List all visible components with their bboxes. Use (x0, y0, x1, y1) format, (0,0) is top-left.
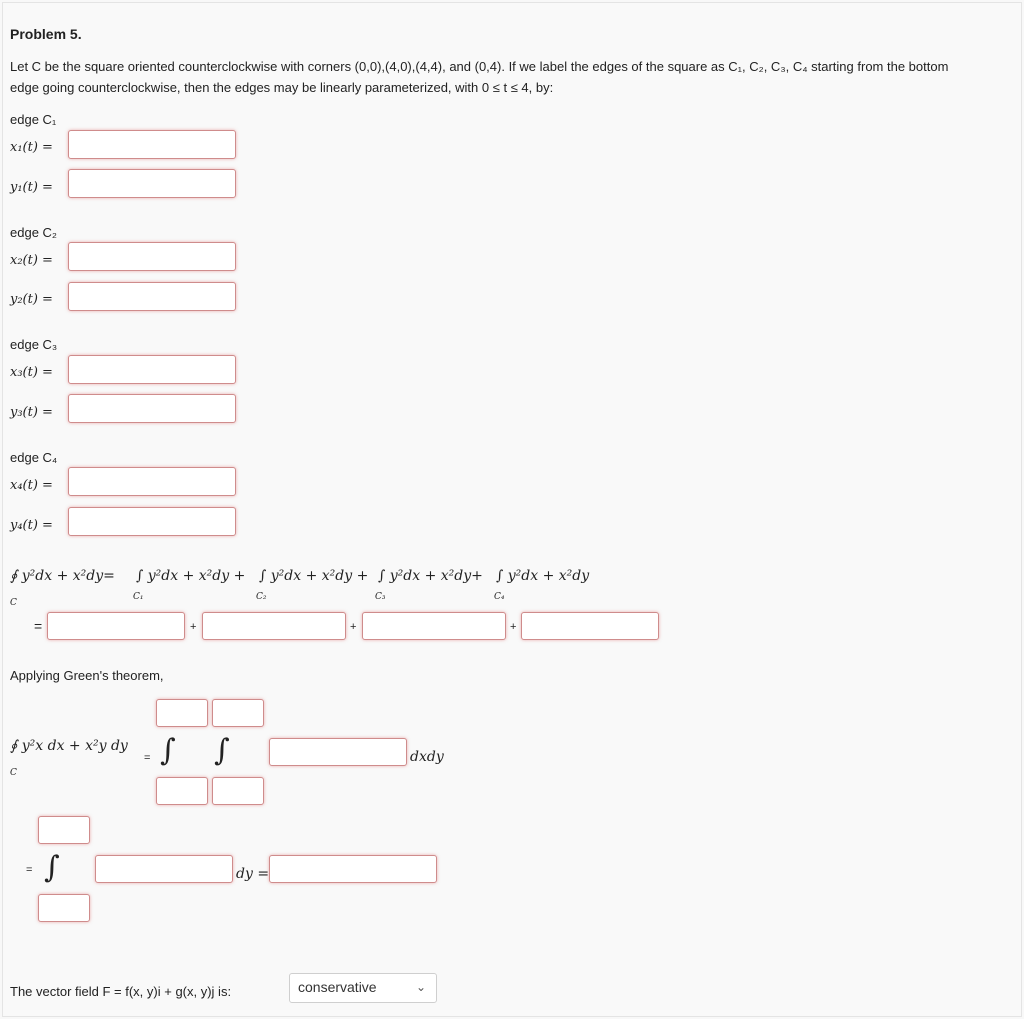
dy-equals-label: dy = (236, 866, 270, 882)
y3-label: y₃(t) = (10, 405, 53, 420)
outer-upper-limit-input[interactable] (156, 699, 208, 727)
edge-integral-c4-input[interactable] (521, 612, 659, 640)
closed-line-integral-lhs: ∮ y²dx + x²dy= (10, 568, 115, 584)
integral-term-c4: ∫ y²dx + x²dy (496, 568, 590, 584)
x2-label: x₂(t) = (10, 253, 53, 268)
plus-sign-2: + (350, 621, 357, 633)
single-integral-sign: ∫ (44, 850, 60, 885)
integral-term-c1: ∫ y²dx + x²dy + (136, 568, 246, 584)
sum-equals-sign: = (34, 618, 43, 634)
greens-closed-integral: ∮ y²x dx + x²y dy (10, 738, 128, 754)
y1-input[interactable] (68, 169, 236, 198)
inner-integral-sign: ∫ (214, 733, 230, 768)
vector-field-dropdown[interactable] (289, 973, 437, 1003)
x3-label: x₃(t) = (10, 365, 53, 380)
single-equals-sign: = (26, 864, 33, 876)
x4-input[interactable] (68, 467, 236, 496)
subscript-c2: C₂ (256, 592, 267, 602)
integral-term-c2: ∫ y²dx + x²dy + (259, 568, 369, 584)
single-upper-limit-input[interactable] (38, 816, 90, 844)
plus-sign-1: + (190, 621, 197, 633)
subscript-c1: C₁ (133, 592, 144, 602)
y4-input[interactable] (68, 507, 236, 536)
x3-input[interactable] (68, 355, 236, 384)
edge-integral-c2-input[interactable] (202, 612, 346, 640)
problem-intro-line2: edge going counterclockwise, then the edges may be linearly parameterized, with 0 ≤ t ≤ 4, by: (10, 80, 554, 95)
edge-c3-label: edge C₃ (10, 337, 58, 352)
outer-integral-sign: ∫ (160, 733, 176, 768)
x4-label: x₄(t) = (10, 478, 53, 493)
edge-c1-label: edge C₁ (10, 112, 57, 127)
y4-label: y₄(t) = (10, 518, 53, 533)
vector-field-selected-value: conservative (298, 979, 377, 995)
single-integrand-input[interactable] (95, 855, 233, 883)
final-result-input[interactable] (269, 855, 437, 883)
edge-c2-label: edge C₂ (10, 225, 57, 240)
plus-sign-3: + (510, 621, 517, 633)
contour-subscript: C (10, 598, 17, 608)
outer-lower-limit-input[interactable] (156, 777, 208, 805)
y2-input[interactable] (68, 282, 236, 311)
vector-field-label: The vector field F = f(x, y)i + g(x, y)j is: (10, 984, 232, 999)
subscript-c4: C₄ (494, 592, 505, 602)
greens-equals-sign: = (144, 752, 151, 764)
integral-term-c3: ∫ y²dx + x²dy+ (378, 568, 483, 584)
dxdy-label: dxdy (410, 749, 444, 765)
y1-label: y₁(t) = (10, 180, 53, 195)
subscript-c3: C₃ (375, 592, 386, 602)
single-lower-limit-input[interactable] (38, 894, 90, 922)
double-integrand-input[interactable] (269, 738, 407, 766)
problem-title: Problem 5. (10, 26, 82, 42)
inner-upper-limit-input[interactable] (212, 699, 264, 727)
x1-label: x₁(t) = (10, 140, 53, 155)
greens-contour-subscript: C (10, 768, 17, 778)
edge-integral-c3-input[interactable] (362, 612, 506, 640)
edge-integral-c1-input[interactable] (47, 612, 185, 640)
y2-label: y₂(t) = (10, 292, 53, 307)
x2-input[interactable] (68, 242, 236, 271)
greens-theorem-heading: Applying Green's theorem, (10, 668, 164, 683)
x1-input[interactable] (68, 130, 236, 159)
y3-input[interactable] (68, 394, 236, 423)
inner-lower-limit-input[interactable] (212, 777, 264, 805)
problem-intro-line1: Let C be the square oriented counterclockwise with corners (0,0),(4,0),(4,4), and (0,4). If we label the edges of the square as C₁, C₂, C₃, C₄ starting from the bottom (10, 59, 949, 74)
chevron-down-icon: ⌄ (415, 980, 426, 994)
edge-c4-label: edge C₄ (10, 450, 58, 465)
